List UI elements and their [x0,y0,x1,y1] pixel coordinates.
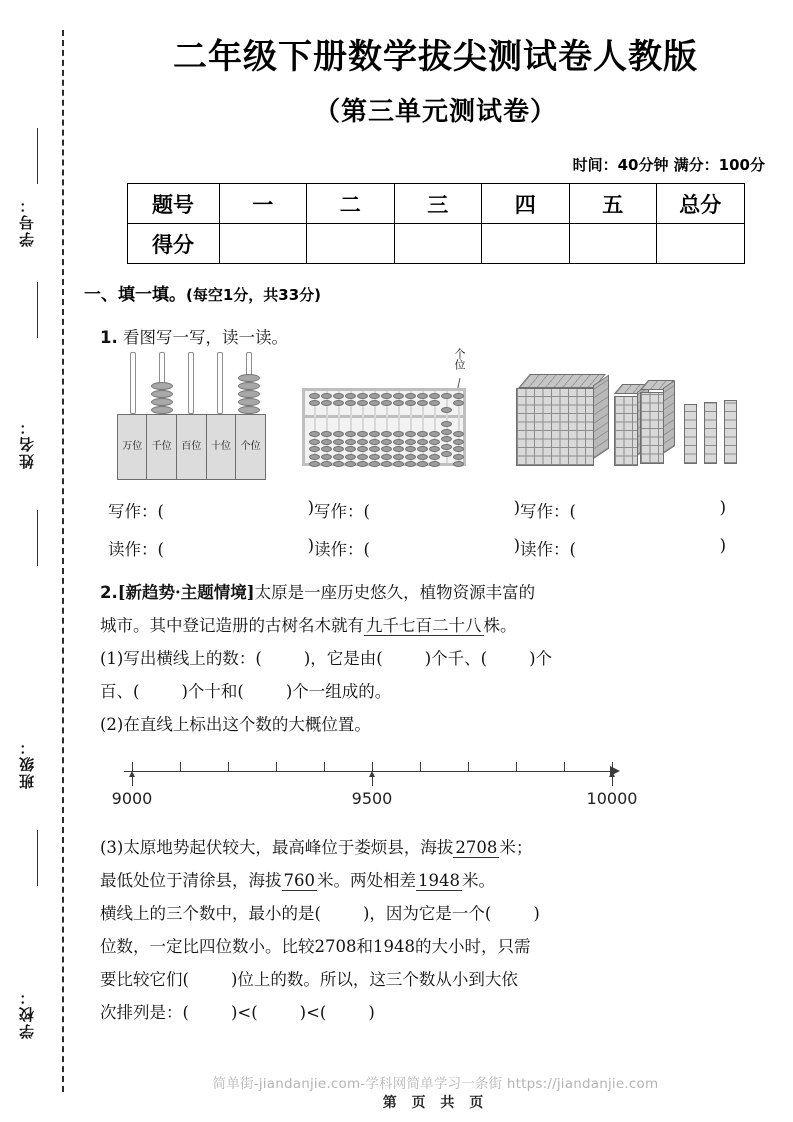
suanpan-lower-bead-11-4 [429,454,440,460]
suanpan-lower-bead-11-2 [429,439,440,445]
suanpan-lower-bead-10-2 [417,439,428,445]
p1-text-a: (1)写出横线上的数：( [100,649,262,669]
number-line-marker-arrow-1 [369,771,375,777]
p3-text-l2b: 米。两处相差 [317,871,416,891]
read-blank-1[interactable] [108,536,314,560]
score-cell-total[interactable] [657,224,745,264]
suanpan-lower-bead-3-2 [333,439,344,445]
abacus-base [118,414,266,480]
suanpan-lower-bead-8-1 [393,431,404,437]
abacus-rod-wan [130,352,136,414]
question-2-stem-2a: 城市。其中登记造册的古树名木就有 [100,616,364,636]
suanpan-lower-bead-6-4 [369,454,380,460]
suanpan-upper-bead-1-2 [309,400,320,406]
suanpan-lower-bead-2-4 [321,454,332,460]
suanpan-upper-bead-1-1 [309,393,320,399]
place-value-abacus-figure [118,370,266,480]
place-cell-ge [235,414,266,480]
suanpan-lower-bead-1-3 [309,446,320,452]
p3-text-l3c: ) [533,904,540,924]
write-blank-3[interactable] [520,498,726,522]
ten-rod-1 [684,404,697,464]
suanpan-lower-bead-8-2 [393,439,404,445]
score-cell-2[interactable] [307,224,395,264]
suanpan-upper-bead-12-1 [441,393,452,399]
col-header-3: 三 [394,184,482,224]
margin-rule-4 [37,830,38,886]
section-points: (每空1分，共33分) [186,286,322,305]
suanpan-lower-bead-4-5 [345,461,356,467]
score-table [127,183,745,264]
suanpan-ones-label [450,348,468,373]
suanpan-lower-bead-7-5 [381,461,392,467]
p1-text-f: )个十和( [181,682,244,702]
suanpan-lower-bead-13-2 [453,439,464,445]
suanpan-lower-bead-3-5 [333,461,344,467]
p3-text-l5b: )位上的数。所以，这三个数从小到大依 [230,970,518,990]
question-1 [100,321,793,354]
p3-text-l6b: )<( [230,1003,258,1023]
suanpan-lower-bead-5-2 [357,439,368,445]
suanpan-lower-bead-11-3 [429,446,440,452]
p1-text-e: 百、( [100,682,140,702]
suanpan-upper-bead-5-1 [357,393,368,399]
margin-label-name: 姓名： [18,418,36,469]
suanpan-lower-bead-3-4 [333,454,344,460]
read-label-3: 读作：( [520,540,576,560]
suanpan-upper-bead-7-1 [381,393,392,399]
suanpan-upper-bead-2-1 [321,393,332,399]
suanpan-lower-bead-10-3 [417,446,428,452]
p3-text-l6d: ) [368,1003,375,1023]
place-cell-wan-label: 万位 [122,441,143,453]
suanpan-lower-bead-5-4 [357,454,368,460]
suanpan-upper-bead-4-1 [345,393,356,399]
read-blank-2[interactable] [314,536,520,560]
suanpan-lower-bead-4-3 [345,446,356,452]
suanpan-lower-bead-13-3 [453,446,464,452]
abacus-bead-ge-1 [238,406,260,414]
suanpan-lower-bead-6-1 [369,431,380,437]
suanpan-upper-bead-10-1 [417,393,428,399]
read-label-1: 读作：( [108,540,164,560]
write-label-2: 写作：( [314,502,370,522]
suanpan-column-10 [417,391,428,463]
suanpan-upper-bead-8-1 [393,393,404,399]
write-label-1: 写作：( [108,502,164,522]
number-line-marker-arrow-0 [129,771,135,777]
suanpan-upper-bead-13-1 [453,393,464,399]
number-line-tick-4 [324,762,325,772]
hundred-flat-2-front [640,392,664,464]
p3-line-2 [100,864,793,897]
p1-text-c: )个千、( [424,649,488,669]
margin-rule-2 [37,282,38,338]
margin-rule-3 [37,510,38,566]
place-cell-qian-label: 千位 [151,441,172,453]
suanpan-lower-bead-7-2 [381,439,392,445]
suanpan-lower-bead-12-4 [441,444,452,450]
suanpan-lower-bead-5-5 [357,461,368,467]
suanpan-lower-bead-13-1 [453,431,464,437]
p3-line-1 [100,831,793,864]
p3-text-l2a: 最低处位于清徐县，海拔 [100,871,282,891]
number-line-axis [124,771,612,772]
suanpan-column-1 [309,391,320,463]
suanpan-lower-bead-13-5 [453,461,464,467]
p3-text-l2c: 米。 [462,871,495,891]
question-2-stem-1: 太原是一座历史悠久，植物资源丰富的 [254,583,536,603]
place-cell-qian [146,414,177,480]
suanpan-upper-bead-7-2 [381,400,392,406]
ten-rod-3 [724,400,737,464]
abacus-bead-qian-1 [151,406,173,414]
p1-text-g: )个一组成的。 [285,682,392,702]
suanpan-column-12 [441,391,452,463]
suanpan-lower-bead-9-3 [405,446,416,452]
suanpan-lower-bead-4-2 [345,439,356,445]
question-1-figures [106,348,746,486]
place-cell-bai-label: 百位 [181,441,202,453]
suanpan-lower-bead-4-1 [345,431,356,437]
score-cell-5[interactable] [569,224,657,264]
suanpan-lower-bead-2-2 [321,439,332,445]
suanpan-upper-bead-6-1 [369,393,380,399]
number-line-figure[interactable] [111,747,664,825]
margin-label-school: 学校： [18,988,36,1039]
suanpan-column-6 [369,391,380,463]
suanpan-column-4 [345,391,356,463]
exam-info: 时间：40分钟 满分：100分 [572,156,765,175]
read-blank-3[interactable] [520,536,726,560]
read-row [108,536,748,560]
suanpan-lower-bead-9-1 [405,431,416,437]
suanpan-upper-bead-3-2 [333,400,344,406]
suanpan-upper-bead-10-2 [417,400,428,406]
abacus-bead-ge-4 [238,382,260,390]
p3-underlined-2708: 2708 [455,838,498,858]
p3-underlined-1948: 1948 [418,871,460,891]
suanpan-lower-bead-12-2 [441,429,452,435]
suanpan-lower-bead-4-4 [345,454,356,460]
table-row-header [127,184,744,224]
question-1-text: 看图写一写，读一读。 [123,328,288,348]
suanpan-lower-bead-2-5 [321,461,332,467]
write-label-3: 写作：( [520,502,576,522]
suanpan-lower-bead-12-3 [441,436,452,442]
thousand-cube-front [516,388,594,466]
suanpan-lower-bead-6-2 [369,439,380,445]
number-line-tick-1 [180,762,181,772]
suanpan-column-11 [429,391,440,463]
place-cell-bai [176,414,207,480]
abacus-rod-bai [188,352,194,414]
abacus-rod-shi [217,352,223,414]
score-cell-1[interactable] [219,224,307,264]
margin-label-class: 班级： [18,738,36,789]
number-line-tick-7 [468,762,469,772]
number-line-label-10000: 10000 [586,789,638,809]
place-cell-ge-label: 个位 [240,441,261,453]
suanpan-upper-bead-11-1 [429,393,440,399]
suanpan-lower-bead-9-4 [405,454,416,460]
abacus-bead-qian-3 [151,390,173,398]
left-margin-student-info [0,0,78,1122]
abacus-bead-ge-3 [238,390,260,398]
question-2-stem-line-2 [100,609,793,642]
question-2-underlined-number: 九千七百二十八 [366,616,482,636]
row-label-score: 得分 [127,224,219,264]
place-cell-shi-label: 十位 [210,441,231,453]
suanpan-lower-bead-1-4 [309,454,320,460]
suanpan-lower-bead-5-3 [357,446,368,452]
section-heading-text: 一、填一填。 [84,285,186,306]
suanpan-column-13 [453,391,464,463]
number-line-tick-3 [276,762,277,772]
p3-underlined-760: 760 [283,871,315,891]
ten-rod-2 [704,402,717,464]
page-subtitle: （第三单元测试卷） [313,97,557,128]
section-heading [84,280,793,305]
hundred-flat-2-side [663,380,675,454]
place-cell-shi [206,414,237,480]
col-header-5: 五 [569,184,657,224]
suanpan-upper-bead-12-2 [441,407,452,413]
number-line-tick-9 [564,762,565,772]
col-header-4: 四 [482,184,570,224]
suanpan-upper-bead-4-2 [345,400,356,406]
suanpan-upper-bead-8-2 [393,400,404,406]
suanpan-lower-bead-9-2 [405,439,416,445]
margin-label-student-id: 学号： [18,196,36,247]
suanpan-upper-bead-9-1 [405,393,416,399]
suanpan-lower-bead-10-5 [417,461,428,467]
row-label-question-no: 题号 [127,184,219,224]
write-blank-2[interactable] [314,498,520,522]
p3-text-l5a: 要比较它们( [100,970,189,990]
score-cell-4[interactable] [482,224,570,264]
number-line-tick-2 [228,762,229,772]
suanpan-lower-bead-7-1 [381,431,392,437]
question-2-part1-line-2 [100,675,793,708]
suanpan-lower-bead-7-4 [381,454,392,460]
suanpan-column-5 [357,391,368,463]
question-1-number: 1. [100,328,118,348]
p3-line-4: 位数，一定比四位数小。比较2708和1948的大小时，只需 [100,937,531,957]
question-1-answer-lines [108,498,748,560]
suanpan-column-9 [405,391,416,463]
question-2-stem-line-1 [100,576,793,609]
suanpan-lower-bead-13-4 [453,454,464,460]
read-close-3: ) [719,536,726,556]
suanpan-lower-bead-1-1 [309,431,320,437]
suanpan-upper-bead-11-2 [429,400,440,406]
score-cell-3[interactable] [394,224,482,264]
suanpan-lower-bead-10-1 [417,431,428,437]
p3-line-5 [100,963,793,996]
suanpan-lower-bead-11-1 [429,431,440,437]
suanpan-lower-bead-8-4 [393,454,404,460]
suanpan-upper-bead-13-2 [453,400,464,406]
table-row-scores [127,224,744,264]
p3-text-l1a: (3)太原地势起伏较大，最高峰位于娄烦县，海拔 [100,838,454,858]
col-header-total: 总分 [657,184,745,224]
question-2-number: 2. [100,583,118,603]
page-footer: 第 页 共 页 [382,1095,489,1111]
suanpan-lower-bead-3-1 [333,431,344,437]
write-close-1: ) [307,498,314,518]
suanpan-lower-bead-6-5 [369,461,380,467]
question-2 [100,576,793,741]
read-label-2: 读作：( [314,540,370,560]
suanpan-lower-bead-10-4 [417,454,428,460]
p3-text-l6c: )<( [299,1003,327,1023]
read-close-1: ) [307,536,314,556]
question-1-stem [100,321,793,354]
write-close-3: ) [719,498,726,518]
suanpan-lower-bead-2-3 [321,446,332,452]
number-line-tick-8 [516,762,517,772]
thousand-cube-side [593,375,609,460]
suanpan-column-7 [381,391,392,463]
p3-text-l6a: 次排列是：( [100,1003,189,1023]
exam-page [78,0,793,1122]
suanpan-lower-bead-8-5 [393,461,404,467]
suanpan-upper-bead-3-1 [333,393,344,399]
p3-text-l1b: 米； [499,838,533,858]
p3-text-l3a: 横线上的三个数中，最小的是( [100,904,321,924]
question-2-tag: [新趋势·主题情境] [117,583,255,603]
question-2-part3 [100,831,793,1029]
suanpan-lower-bead-3-3 [333,446,344,452]
write-close-2: ) [513,498,520,518]
cut-line-dashed [62,30,64,1092]
question-2-part2-text: (2)在直线上标出这个数的大概位置。 [100,715,371,735]
suanpan-lower-bead-8-3 [393,446,404,452]
p1-text-b: )，它是由( [303,649,383,669]
suanpan-column-8 [393,391,404,463]
write-blank-1[interactable] [108,498,314,522]
suanpan-column-3 [333,391,344,463]
hundred-flat-1-front [614,396,638,466]
number-line-label-9000: 9000 [111,789,153,809]
place-cell-wan [117,414,148,480]
question-2-stem-2b: 株。 [483,616,517,636]
p3-text-l3b: )，因为它是一个( [362,904,492,924]
margin-rule-1 [37,128,38,184]
p3-line-3 [100,897,793,930]
number-line-label-9500: 9500 [351,789,393,809]
suanpan-lower-bead-7-3 [381,446,392,452]
suanpan-column-2 [321,391,332,463]
base-ten-blocks-figure [514,366,734,482]
abacus-bead-ge-2 [238,398,260,406]
suanpan-upper-bead-6-2 [369,400,380,406]
suanpan-lower-bead-9-5 [405,461,416,467]
suanpan-lower-bead-12-1 [441,421,452,427]
number-line-tick-6 [420,762,421,772]
page-title: 二年级下册数学拔尖测试卷人教版 [173,37,698,77]
suanpan-upper-bead-5-2 [357,400,368,406]
suanpan-lower-bead-6-3 [369,446,380,452]
read-close-2: ) [513,536,520,556]
suanpan-lower-bead-11-5 [429,461,440,467]
suanpan-lower-bead-12-5 [441,451,452,457]
col-header-1: 一 [219,184,307,224]
suanpan-upper-bead-9-2 [405,400,416,406]
p1-text-d: )个 [529,649,552,669]
suanpan-lower-bead-2-1 [321,431,332,437]
suanpan-upper-bead-2-2 [321,400,332,406]
col-header-2: 二 [307,184,395,224]
suanpan-ones-label-text: 个位 [453,348,467,371]
write-row [108,498,748,522]
abacus-bead-qian-2 [151,398,173,406]
number-line-marker-arrow-2 [609,771,615,777]
suanpan-figure [302,388,466,466]
abacus-bead-ge-5 [238,374,260,382]
p3-line-6 [100,996,793,1029]
suanpan-lower-bead-1-2 [309,439,320,445]
question-2-part1-line-1 [100,642,793,675]
watermark-text: 简单街-jiandanjie.com-学科网简单学习一条街 https://jiandanjie.com [212,1076,659,1092]
suanpan-lower-bead-5-1 [357,431,368,437]
abacus-bead-qian-4 [151,382,173,390]
suanpan-lower-bead-1-5 [309,461,320,467]
